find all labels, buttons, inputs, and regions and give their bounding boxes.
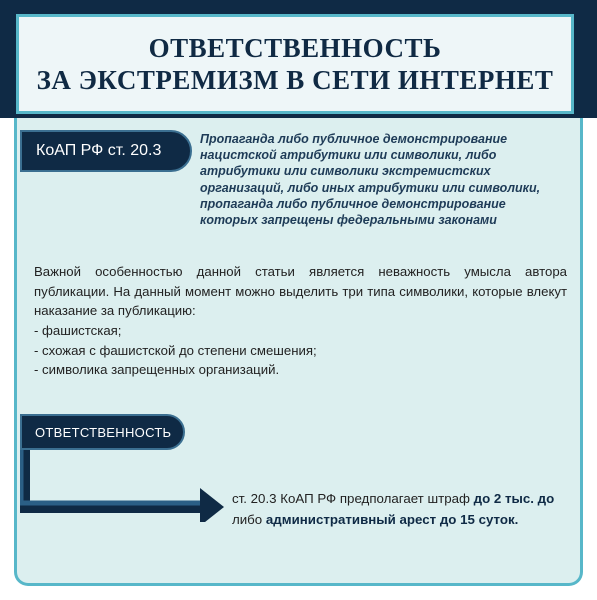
definition-line: организаций, либо иных атрибутики или символики, — [200, 180, 541, 195]
responsibility-tab — [20, 414, 185, 450]
article-definition — [200, 131, 560, 228]
definition-line: Пропаганда либо публичное демонстрирование — [200, 132, 508, 146]
page-title-line-2: ЗА ЭКСТРЕМИЗМ В СЕТИ ИНТЕРНЕТ — [36, 65, 554, 95]
list-item: - фашистская; — [34, 323, 122, 338]
article-tab — [20, 130, 192, 172]
elbow-arrow-icon — [20, 450, 225, 522]
symbol-types-list — [34, 321, 534, 380]
responsibility-text-part: ст. 20.3 КоАП РФ предполагает штраф — [232, 491, 474, 506]
responsibility-text-bold: до — [537, 491, 555, 506]
body-paragraph: Важной особенностью данной статьи является неважность умысла автора публикации. На данный момент можно выделить три типа символики, которые влекут наказание за публикацию: — [34, 264, 567, 318]
page-title-line-1: ОТВЕТСТВЕННОСТЬ — [148, 33, 442, 63]
arrest-term: административный арест до 15 суток. — [265, 512, 519, 527]
definition-line: атрибутики или символики экстремистских — [200, 164, 491, 179]
list-item: - схожая с фашистской до степени смешения; — [34, 342, 317, 358]
responsibility-tab-label: ОТВЕТСТВЕННОСТЬ — [35, 424, 172, 440]
definition-line: пропаганда либо публичное демонстрирование — [200, 196, 506, 211]
article-tab-label: КоАП РФ ст. 20.3 — [36, 142, 162, 159]
title-box — [16, 14, 574, 114]
responsibility-text-part: либо — [232, 512, 266, 527]
fine-amount: до 2 тыс. — [473, 491, 534, 506]
list-item: - символика запрещенных организаций. — [34, 362, 280, 377]
definition-line: которых запрещены федеральными законами — [200, 213, 497, 228]
responsibility-text — [232, 488, 577, 530]
definition-line: нацистской атрибутики или символики, либо — [200, 148, 497, 163]
